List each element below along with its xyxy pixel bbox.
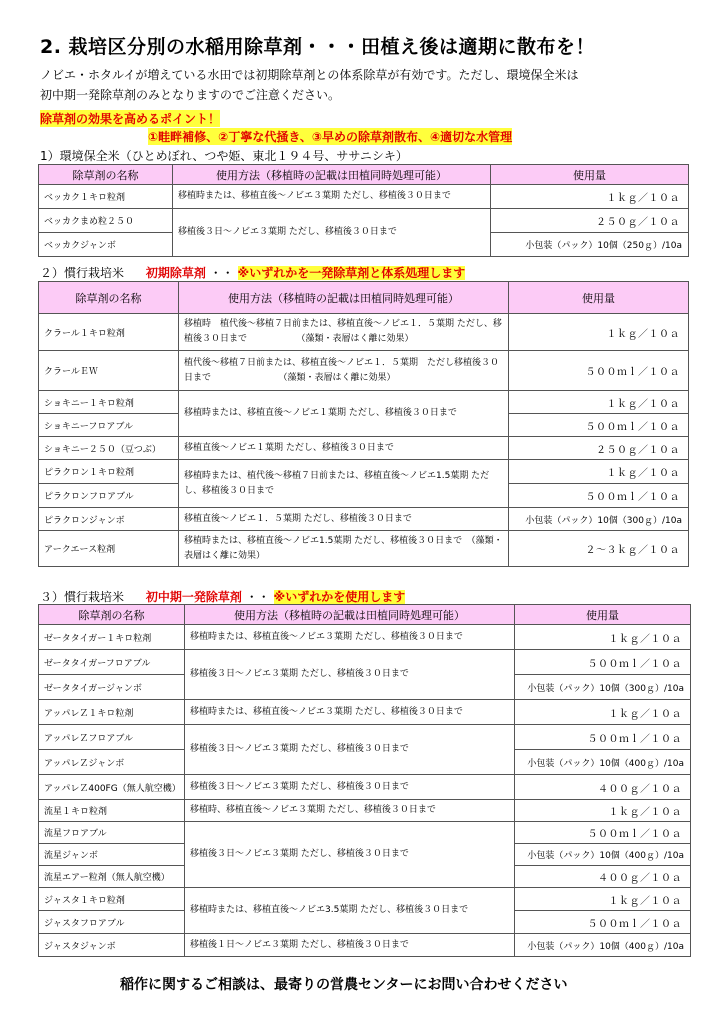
section-3-note: ※いずれかを使用します	[273, 590, 406, 604]
usage-text: 移植直後～ノビエ１葉期 ただし、移植後３０日まで	[179, 437, 509, 460]
amount-text: 小包装（パック）10個（250ｇ）/10a	[491, 233, 689, 257]
herbicide-name: アッパレＺ400FG（無人航空機）	[39, 775, 185, 800]
amount-text: ５００ｍｌ／１０ａ	[509, 414, 689, 437]
usage-text: 移植後３日～ノビエ３葉期 ただし、移植後３０日まで	[185, 725, 515, 775]
amount-text: １ｋｇ／１０ａ	[509, 314, 689, 351]
amount-text: １ｋｇ／１０ａ	[515, 625, 691, 650]
table-row	[39, 531, 689, 567]
usage-text: 植代後～移植７日前または、移植直後～ノビエ１．５葉期 ただし移植後３０日まで （藻類・表層はく離に効果）	[179, 351, 509, 391]
usage-text: 移植時または、移植直後～ノビエ3.5葉期 ただし、移植後３０日まで	[185, 888, 515, 934]
amount-text: ２～３ｋｇ／１０ａ	[509, 531, 689, 567]
amount-text: 小包装（パック）10個（400ｇ）/10a	[515, 750, 691, 775]
herbicide-name: 流星１キロ粒剤	[39, 800, 185, 822]
page-title: 2. 栽培区分別の水稲用除草剤・・・田植え後は適期に散布を！	[40, 36, 596, 58]
section-1-title: 1）環境保全米（ひとめぼれ、つや姫、東北１９４号、ササニシキ）	[40, 149, 408, 163]
table-row	[39, 822, 691, 844]
table-row	[39, 185, 689, 209]
amount-text: 小包装（パック）10個（400ｇ）/10a	[515, 934, 691, 957]
herbicide-name: アッパレＺ１キロ粒剤	[39, 700, 185, 725]
amount-text: ４００ｇ／１０ａ	[515, 866, 691, 888]
usage-text: 移植時 植代後～移植７日前または、移植直後～ノビエ１．５葉期 ただし、移植後３０日まで （藻類・表層はく離に効果）	[179, 314, 509, 351]
amount-text: 小包装（パック）10個（300ｇ）/10a	[515, 675, 691, 700]
herbicide-name: ピラクロンフロアブル	[39, 484, 179, 508]
amount-text: １ｋｇ／１０ａ	[515, 888, 691, 911]
table-row	[39, 391, 689, 414]
herbicide-name: ショキニー２５０（豆つぶ）	[39, 437, 179, 460]
col-header-name: 除草剤の名称	[39, 165, 173, 185]
herbicide-name: ゼータタイガージャンボ	[39, 675, 185, 700]
herbicide-name: クラール１キロ粒剤	[39, 314, 179, 351]
amount-text: ５００ｍｌ／１０ａ	[515, 650, 691, 675]
section-1-table	[38, 164, 689, 257]
section-3-heading: ３）慣行栽培米 初中期一発除草剤 ・・ ※いずれかを使用します	[40, 590, 406, 604]
footer-contact-note: 稲作に関するご相談は、最寄りの営農センターにお問い合わせください	[120, 977, 568, 993]
amount-text: 小包装（パック）10個（300ｇ）/10a	[509, 508, 689, 531]
amount-text: ５００ｍｌ／１０ａ	[509, 484, 689, 508]
amount-text: ２５０ｇ／１０ａ	[509, 437, 689, 460]
amount-text: １ｋｇ／１０ａ	[509, 391, 689, 414]
section-3-title: ３）慣行栽培米	[40, 590, 125, 604]
col-header-usage: 使用方法（移植時の記載は田植同時処理可能）	[185, 605, 515, 625]
table-row	[39, 800, 691, 822]
table-row	[39, 725, 691, 750]
herbicide-name: ベッカクジャンボ	[39, 233, 173, 257]
herbicide-name: クラールＥＷ	[39, 351, 179, 391]
amount-text: １ｋｇ／１０ａ	[509, 460, 689, 484]
usage-text: 移植後１日～ノビエ３葉期 ただし、移植後３０日まで	[185, 934, 515, 957]
herbicide-name: ショキニーフロアブル	[39, 414, 179, 437]
section-1-heading	[40, 147, 408, 164]
herbicide-name: アークエース粒剤	[39, 531, 179, 567]
intro-line-1: ノビエ・ホタルイが増えている水田では初期除草剤との体系除草が有効です。ただし、環境保全米は	[40, 68, 579, 82]
usage-text: 移植後３日～ノビエ３葉期 ただし、移植後３０日まで	[185, 822, 515, 888]
table-row	[39, 351, 689, 391]
table-row	[39, 888, 691, 911]
col-header-amount: 使用量	[515, 605, 691, 625]
amount-text: ５００ｍｌ／１０ａ	[515, 822, 691, 844]
amount-text: ５００ｍｌ／１０ａ	[515, 725, 691, 750]
amount-text: １ｋｇ／１０ａ	[515, 800, 691, 822]
usage-text: 移植時または、移植直後～ノビエ３葉期 ただし、移植後３０日まで	[185, 700, 515, 725]
usage-text: 移植時または、移植直後～ノビエ１葉期 ただし、移植後３０日まで	[179, 391, 509, 437]
col-header-name: 除草剤の名称	[39, 282, 179, 314]
herbicide-name: ショキニー１キロ粒剤	[39, 391, 179, 414]
amount-text: ５００ｍｌ／１０ａ	[515, 911, 691, 934]
usage-text: 移植時または、移植直後～ノビエ３葉期 ただし、移植後３０日まで	[185, 625, 515, 650]
amount-text: ４００ｇ／１０ａ	[515, 775, 691, 800]
col-header-usage: 使用方法（移植時の記載は田植同時処理可能）	[173, 165, 491, 185]
col-header-amount: 使用量	[491, 165, 689, 185]
section-2-table	[38, 281, 689, 567]
herbicide-name: ベッカク１キロ粒剤	[39, 185, 173, 209]
table-row	[39, 508, 689, 531]
amount-text: 小包装（パック）10個（400ｇ）/10a	[515, 844, 691, 866]
herbicide-name: ゼータタイガーフロアブル	[39, 650, 185, 675]
point-body: ①畦畔補修、②丁寧な代掻き、③早めの除草剤散布、④適切な水管理	[148, 130, 513, 144]
intro-line-2: 初中期一発除草剤のみとなりますのでご注意ください。	[40, 88, 341, 102]
section-2-tag: 初期除草剤	[145, 266, 206, 280]
table-row	[39, 700, 691, 725]
table-row	[39, 934, 691, 957]
section-3-tag: 初中期一発除草剤	[145, 590, 242, 604]
col-header-name: 除草剤の名称	[39, 605, 185, 625]
amount-text: １ｋｇ／１０ａ	[491, 185, 689, 209]
amount-text: ５００ｍｌ／１０ａ	[509, 351, 689, 391]
herbicide-name: 流星フロアブル	[39, 822, 185, 844]
table-row	[39, 650, 691, 675]
herbicide-name: ジャスタフロアブル	[39, 911, 185, 934]
usage-text: 移植後３日～ノビエ３葉期 ただし、移植後３０日まで	[185, 775, 515, 800]
usage-text: 移植直後～ノビエ１．５葉期 ただし、移植後３０日まで	[179, 508, 509, 531]
herbicide-name: アッパレＺフロアブル	[39, 725, 185, 750]
herbicide-name: 流星ジャンボ	[39, 844, 185, 866]
table-row	[39, 460, 689, 484]
herbicide-name: ピラクロンジャンボ	[39, 508, 179, 531]
col-header-amount: 使用量	[509, 282, 689, 314]
usage-text: 移植時、移植直後～ノビエ３葉期 ただし、移植後３０日まで	[185, 800, 515, 822]
herbicide-name: アッパレＺジャンボ	[39, 750, 185, 775]
table-row	[39, 314, 689, 351]
usage-text: 移植時または、移植直後～ノビエ1.5葉期 ただし、移植後３０日まで （藻類・表層はく離に効果）	[179, 531, 509, 567]
section-2-heading: ２）慣行栽培米 初期除草剤 ・・ ※いずれかを一発除草剤と体系処理します	[40, 266, 466, 280]
usage-text: 移植時または、移植直後～ノビエ３葉期 ただし、移植後３０日まで	[173, 185, 491, 209]
usage-text: 移植後３日～ノビエ３葉期 ただし、移植後３０日まで	[185, 650, 515, 700]
section-3-table	[38, 604, 691, 957]
herbicide-name: ジャスタ１キロ粒剤	[39, 888, 185, 911]
table-header-row	[39, 282, 689, 314]
col-header-usage: 使用方法（移植時の記載は田植同時処理可能）	[179, 282, 509, 314]
table-header-row	[39, 605, 691, 625]
usage-text: 移植時または、植代後～移植７日前または、移植直後～ノビエ1.5葉期 ただし、移植後３０日まで	[179, 460, 509, 508]
table-row	[39, 209, 689, 233]
table-row	[39, 625, 691, 650]
usage-text: 移植後３日～ノビエ３葉期 ただし、移植後３０日まで	[173, 209, 491, 257]
herbicide-name: 流星エアー粒剤（無人航空機）	[39, 866, 185, 888]
table-row	[39, 437, 689, 460]
herbicide-name: ゼータタイガー１キロ粒剤	[39, 625, 185, 650]
herbicide-name: ピラクロン１キロ粒剤	[39, 460, 179, 484]
herbicide-name: ベッカクまめ粒２５０	[39, 209, 173, 233]
amount-text: １ｋｇ／１０ａ	[515, 700, 691, 725]
herbicide-name: ジャスタジャンボ	[39, 934, 185, 957]
table-row	[39, 775, 691, 800]
section-2-title: ２）慣行栽培米	[40, 266, 125, 280]
section-2-note: ※いずれかを一発除草剤と体系処理します	[237, 266, 466, 280]
table-header-row	[39, 165, 689, 185]
amount-text: ２５０ｇ／１０ａ	[491, 209, 689, 233]
point-heading: 除草剤の効果を高めるポイント！	[40, 112, 221, 126]
